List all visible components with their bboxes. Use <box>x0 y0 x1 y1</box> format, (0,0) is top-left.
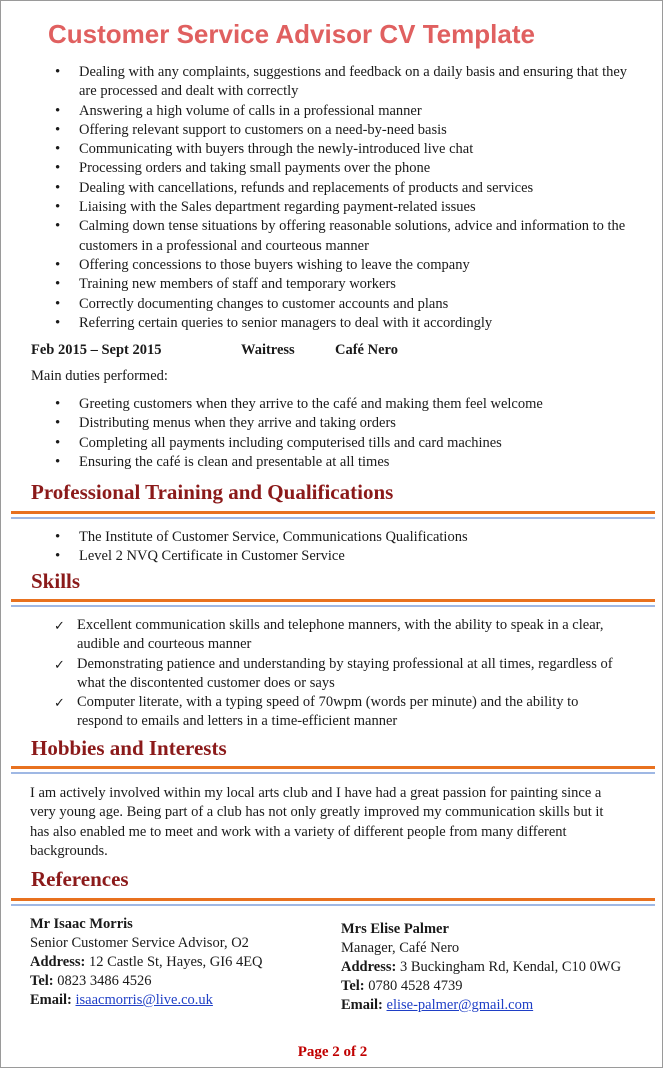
list-item: ✓ Demonstrating patience and understanding by staying professional at all times, regardless of what the discontented customer does or says <box>1 655 616 694</box>
section-divider <box>11 511 655 519</box>
list-item: • Calming down tense situations by offering reasonable solutions, advice and information to the customers in a professional and courteous manner <box>1 217 641 256</box>
section-divider <box>11 898 655 906</box>
reference-1 <box>30 915 263 1010</box>
list-item: ✓ Excellent communication skills and telephone manners, with the ability to speak in a clear, audible and courteous manner <box>1 616 616 655</box>
section-heading-skills: Skills <box>31 569 81 593</box>
job-dates: Feb 2015 – Sept 2015 <box>31 342 162 358</box>
list-item: • The Institute of Customer Service, Communications Qualifications <box>1 528 641 547</box>
list-item: • Offering relevant support to customers on a need-by-need basis <box>1 121 641 140</box>
reference-name: Mrs Elise Palmer <box>341 921 449 937</box>
list-item: • Training new members of staff and temporary workers <box>1 275 641 294</box>
skills-list <box>1 616 616 732</box>
list-item: • Referring certain queries to senior managers to deal with it accordingly <box>1 314 641 333</box>
list-item: • Dealing with any complaints, suggestions and feedback on a daily basis and ensuring that they are processed and dealt with correctly <box>1 63 641 102</box>
list-item: • Offering concessions to those buyers wishing to leave the company <box>1 256 641 275</box>
list-item: ✓ Computer literate, with a typing speed of 70wpm (words per minute) and the ability to respond to emails and letters in a time-efficient manner <box>1 693 616 732</box>
list-item: • Dealing with cancellations, refunds and replacements of products and services <box>1 179 641 198</box>
duties-label: Main duties performed: <box>31 368 168 384</box>
section-heading-training: Professional Training and Qualifications <box>31 480 394 504</box>
section-heading-references: References <box>31 867 129 891</box>
section-heading-hobbies: Hobbies and Interests <box>31 736 227 760</box>
reference-title: Manager, Café Nero <box>341 940 460 956</box>
job-duties-list <box>1 395 641 472</box>
list-item: • Ensuring the café is clean and presentable at all times <box>1 453 641 472</box>
training-list <box>1 528 641 567</box>
list-item: • Greeting customers when they arrive to the café and making them feel welcome <box>1 395 641 414</box>
list-item: • Liaising with the Sales department regarding payment-related issues <box>1 198 641 217</box>
reference-2 <box>341 920 621 1015</box>
address-label: Address: <box>30 954 86 970</box>
hobbies-text: I am actively involved within my local arts club and I have had a great passion for painting since a very young age. Being part of a club has not only greatly improved my communication skills but it has also enabled me to meet and work with a variety of different people from many different backgrounds. <box>30 785 604 859</box>
duties-list <box>1 63 641 333</box>
section-divider <box>11 599 655 607</box>
list-item: • Correctly documenting changes to customer accounts and plans <box>1 295 641 314</box>
job-employer: Café Nero <box>335 342 398 358</box>
reference-email-link[interactable]: elise-palmer@gmail.com <box>386 997 534 1013</box>
list-item: • Answering a high volume of calls in a professional manner <box>1 102 641 121</box>
page-number: Page 2 of 2 <box>297 1044 368 1060</box>
list-item: • Processing orders and taking small payments over the phone <box>1 159 641 178</box>
address-label: Address: <box>341 959 397 975</box>
reference-title: Senior Customer Service Advisor, O2 <box>30 935 249 951</box>
reference-tel: 0823 3486 4526 <box>57 973 152 989</box>
tel-label: Tel: <box>30 973 54 989</box>
email-label: Email: <box>341 997 383 1013</box>
reference-address: 3 Buckingham Rd, Kendal, C10 0WG <box>399 959 622 975</box>
list-item: • Communicating with buyers through the newly-introduced live chat <box>1 140 641 159</box>
reference-address: 12 Castle St, Hayes, GI6 4EQ <box>88 954 263 970</box>
tel-label: Tel: <box>341 978 365 994</box>
reference-tel: 0780 4528 4739 <box>368 978 463 994</box>
section-divider <box>11 766 655 774</box>
page-title: Customer Service Advisor CV Template <box>48 19 535 49</box>
list-item: • Completing all payments including computerised tills and card machines <box>1 434 641 453</box>
list-item: • Distributing menus when they arrive and taking orders <box>1 414 641 433</box>
job-role: Waitress <box>241 342 295 358</box>
email-label: Email: <box>30 992 72 1008</box>
list-item: • Level 2 NVQ Certificate in Customer Service <box>1 547 641 566</box>
reference-name: Mr Isaac Morris <box>30 916 133 932</box>
reference-email-link[interactable]: isaacmorris@live.co.uk <box>75 992 213 1008</box>
